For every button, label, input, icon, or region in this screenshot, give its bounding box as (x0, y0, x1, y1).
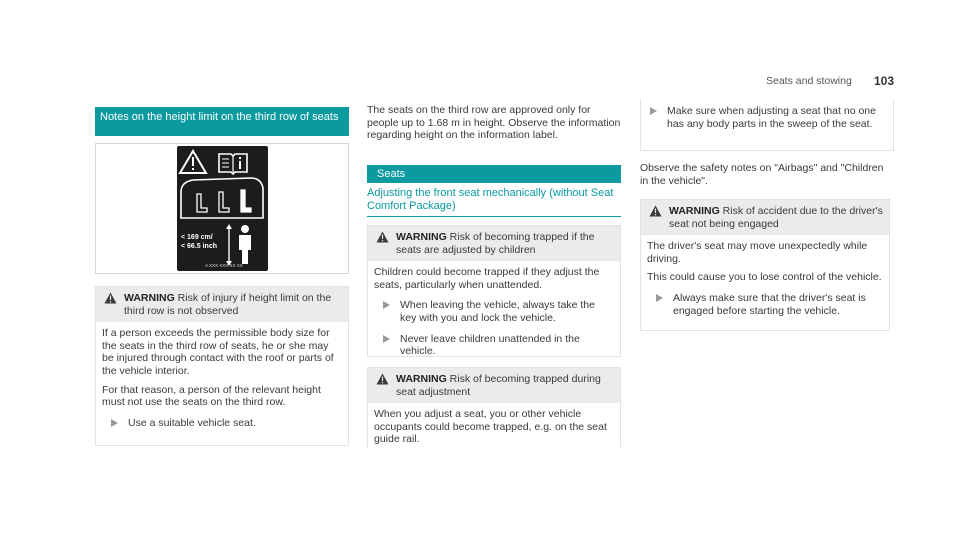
warning-para-2: This could cause you to lose control of the vehicle. (647, 271, 882, 284)
bullet-arrow-icon (383, 301, 390, 309)
section-header-seats-text: Seats (377, 168, 406, 180)
observe-paragraph (640, 162, 894, 187)
warning-label: WARNING (124, 292, 175, 304)
bullet-text: When leaving the vehicle, always take the key with you and lock the vehicle. (400, 299, 595, 324)
height-text-2: < 66.5 inch (181, 243, 217, 250)
bullet-text: Always make sure that the driver's seat is engaged before starting the vehicle. (673, 291, 866, 317)
warning-continuation (640, 99, 894, 151)
bullet-text: Use a suitable vehicle seat. (128, 416, 256, 429)
warning-label: WARNING (396, 373, 447, 385)
warning-triangle-icon (104, 292, 117, 304)
bullet-arrow-icon (111, 419, 118, 427)
warning-box-children (367, 225, 621, 357)
warning-body (96, 322, 348, 435)
warning-title: Risk of becoming trapped during seat adjustment (396, 373, 601, 398)
subsection-title (367, 187, 621, 217)
warning-box-height-limit (95, 286, 349, 446)
bullet-item (647, 292, 883, 317)
section-header-seats (367, 165, 621, 183)
warning-header (368, 226, 620, 261)
section-header-height-limit (95, 107, 349, 136)
running-header-section: Seats and stowing (766, 75, 852, 87)
warning-para-1: If a person exceeds the permissible body size for the seats in the third row of seats, he or she may be injured through contact with the roof or parts of the vehicle interior. (102, 327, 334, 377)
info-label-image-frame (95, 143, 349, 274)
section-header-height-limit-text: Notes on the height limit on the third row of seats (100, 111, 339, 123)
warning-header (641, 200, 889, 235)
bullet-item (102, 417, 342, 430)
page-number: 103 (873, 74, 894, 88)
intro-paragraph (367, 104, 621, 142)
warning-title: Risk of becoming trapped if the seats are adjusted by children (396, 231, 595, 256)
info-label-image (177, 146, 268, 271)
warning-para: When you adjust a seat, you or other vehicle occupants could become trapped, e.g. on the seat guide rail. (374, 408, 607, 446)
warning-para-2: For that reason, a person of the relevant height must not use the seats on the third row. (102, 383, 321, 409)
warning-para-1: The driver's seat may move unexpectedly while driving. (647, 240, 868, 265)
warning-box-driver-seat (640, 199, 890, 331)
bullet-item (641, 105, 893, 130)
bullet-arrow-icon (383, 335, 390, 343)
warning-para: Children could become trapped if they adjust the seats, particularly when unattended. (374, 266, 600, 291)
intro-text: The seats on the third row are approved only for people up to 1.68 m in height. Observe the information regarding height on the information label. (367, 104, 621, 142)
bullet-arrow-icon (650, 107, 657, 115)
warning-triangle-icon (649, 205, 662, 217)
warning-header (96, 287, 348, 322)
warning-body (368, 403, 620, 452)
subsection-title-text: Adjusting the front seat mechanically (without Seat Comfort Package) (367, 187, 614, 212)
running-header (750, 74, 894, 90)
label-code: A XXX XXX XX XX (205, 263, 243, 268)
warning-body (641, 235, 889, 323)
observe-text: Observe the safety notes on "Airbags" and "Children in the vehicle". (640, 162, 884, 187)
warning-label: WARNING (396, 231, 447, 243)
warning-header (368, 368, 620, 403)
warning-box-seat-adjustment (367, 367, 621, 447)
warning-title: Risk of accident due to the driver's seat not being engaged (669, 205, 883, 230)
warning-triangle-icon (376, 373, 389, 385)
bullet-arrow-icon (656, 294, 663, 302)
bullet-text: Never leave children unattended in the vehicle. (400, 332, 580, 358)
warning-title: Risk of injury if height limit on the third row is not observed (124, 292, 332, 317)
bullet-text: Make sure when adjusting a seat that no one has any body parts in the sweep of the seat. (667, 105, 876, 130)
warning-label: WARNING (669, 205, 720, 217)
bullet-item (374, 333, 614, 358)
height-text-1: < 169 cm/ (181, 234, 213, 241)
bullet-item (374, 299, 614, 324)
warning-body (368, 261, 620, 364)
warning-triangle-icon (376, 231, 389, 243)
info-label-graphic (177, 146, 268, 271)
